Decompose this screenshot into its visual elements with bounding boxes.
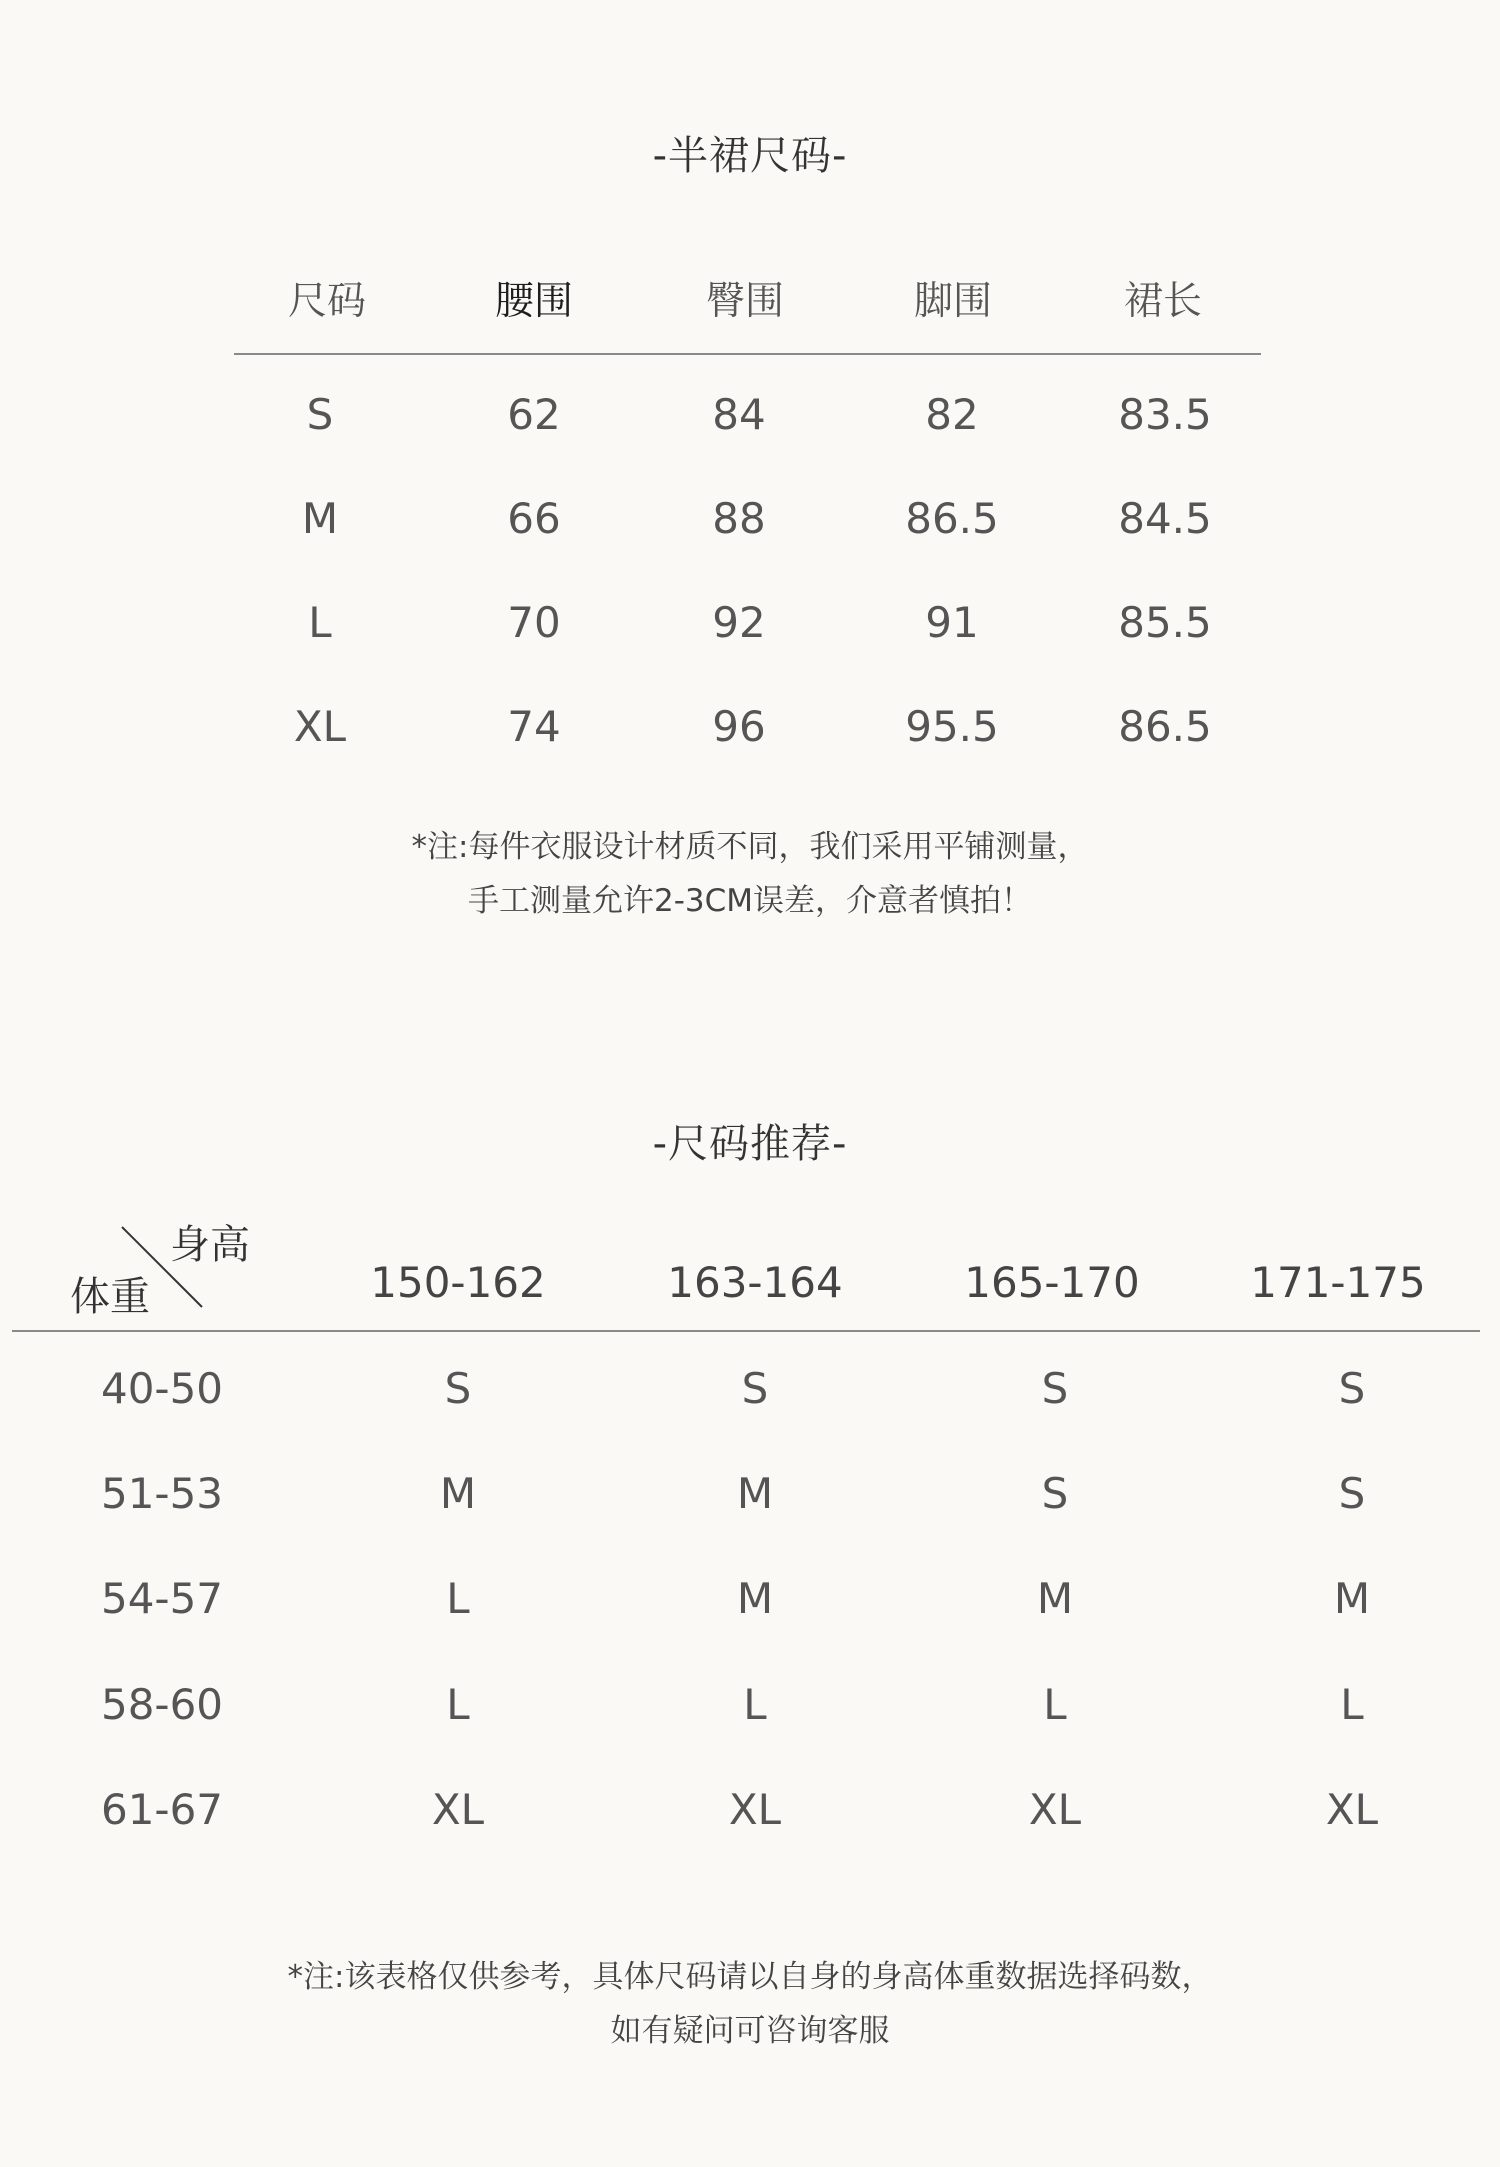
size-cell: L bbox=[743, 1680, 767, 1729]
table-cell: L bbox=[308, 598, 332, 647]
header-size: 尺码 bbox=[287, 279, 367, 324]
note-line: 如有疑问可咨询客服 bbox=[610, 2013, 890, 2049]
size-cell: XL bbox=[728, 1785, 782, 1834]
size-cell: S bbox=[1338, 1364, 1366, 1413]
note-line: 手工测量允许2-3CM误差，介意者慎拍！ bbox=[467, 883, 1033, 919]
size-cell: L bbox=[1043, 1680, 1067, 1729]
table-cell: 66 bbox=[507, 494, 561, 543]
height-header: 171-175 bbox=[1250, 1258, 1426, 1307]
corner-label-height: 身高 bbox=[170, 1222, 250, 1268]
corner-label-weight: 体重 bbox=[70, 1274, 150, 1320]
height-header: 165-170 bbox=[964, 1258, 1140, 1307]
size-cell: XL bbox=[1325, 1785, 1379, 1834]
header-hem: 脚围 bbox=[913, 279, 993, 324]
size-cell: M bbox=[736, 1574, 774, 1623]
table-cell: 86.5 bbox=[1118, 702, 1212, 751]
recommend-header-divider bbox=[12, 1330, 1480, 1332]
table-cell: M bbox=[301, 494, 339, 543]
table-cell: 82 bbox=[925, 390, 979, 439]
size-cell: M bbox=[736, 1469, 774, 1518]
table-cell: 74 bbox=[507, 702, 561, 751]
table-cell: 62 bbox=[507, 390, 561, 439]
height-header: 163-164 bbox=[667, 1258, 843, 1307]
header-waist: 腰围 bbox=[494, 279, 574, 324]
table-cell: XL bbox=[293, 702, 347, 751]
size-cell: S bbox=[1041, 1364, 1069, 1413]
weight-cell: 51-53 bbox=[100, 1469, 224, 1518]
header-length: 裙长 bbox=[1123, 279, 1203, 324]
size-cell: XL bbox=[1028, 1785, 1082, 1834]
weight-cell: 54-57 bbox=[100, 1574, 224, 1623]
weight-cell: 61-67 bbox=[100, 1785, 224, 1834]
table-cell: S bbox=[306, 390, 334, 439]
size-recommend-title: -尺码推荐- bbox=[652, 1121, 848, 1167]
table-cell: 84.5 bbox=[1118, 494, 1212, 543]
skirt-header-divider bbox=[234, 353, 1261, 355]
table-cell: 95.5 bbox=[905, 702, 999, 751]
table-cell: 96 bbox=[712, 702, 766, 751]
size-cell: S bbox=[444, 1364, 472, 1413]
size-cell: XL bbox=[431, 1785, 485, 1834]
weight-cell: 40-50 bbox=[100, 1364, 224, 1413]
size-cell: M bbox=[1333, 1574, 1371, 1623]
size-cell: L bbox=[446, 1680, 470, 1729]
table-cell: 85.5 bbox=[1118, 598, 1212, 647]
table-cell: 86.5 bbox=[905, 494, 999, 543]
size-cell: M bbox=[439, 1469, 477, 1518]
recommend-note bbox=[0, 1950, 1500, 2058]
weight-cell: 58-60 bbox=[100, 1680, 224, 1729]
table-cell: 83.5 bbox=[1118, 390, 1212, 439]
skirt-size-title: -半裙尺码- bbox=[652, 133, 848, 179]
table-cell: 84 bbox=[712, 390, 766, 439]
table-cell: 70 bbox=[507, 598, 561, 647]
size-cell: S bbox=[1041, 1469, 1069, 1518]
size-cell: S bbox=[1338, 1469, 1366, 1518]
table-cell: 91 bbox=[925, 598, 979, 647]
size-cell: S bbox=[741, 1364, 769, 1413]
skirt-measure-note bbox=[0, 820, 1500, 928]
header-hip: 臀围 bbox=[705, 279, 785, 324]
height-header: 150-162 bbox=[370, 1258, 546, 1307]
table-cell: 92 bbox=[712, 598, 766, 647]
size-cell: L bbox=[1340, 1680, 1364, 1729]
note-line: *注:该表格仅供参考，具体尺码请以自身的身高体重数据选择码数， bbox=[287, 1959, 1213, 1995]
size-cell: M bbox=[1036, 1574, 1074, 1623]
table-cell: 88 bbox=[712, 494, 766, 543]
size-cell: L bbox=[446, 1574, 470, 1623]
note-line: *注:每件衣服设计材质不同，我们采用平铺测量， bbox=[411, 829, 1089, 865]
